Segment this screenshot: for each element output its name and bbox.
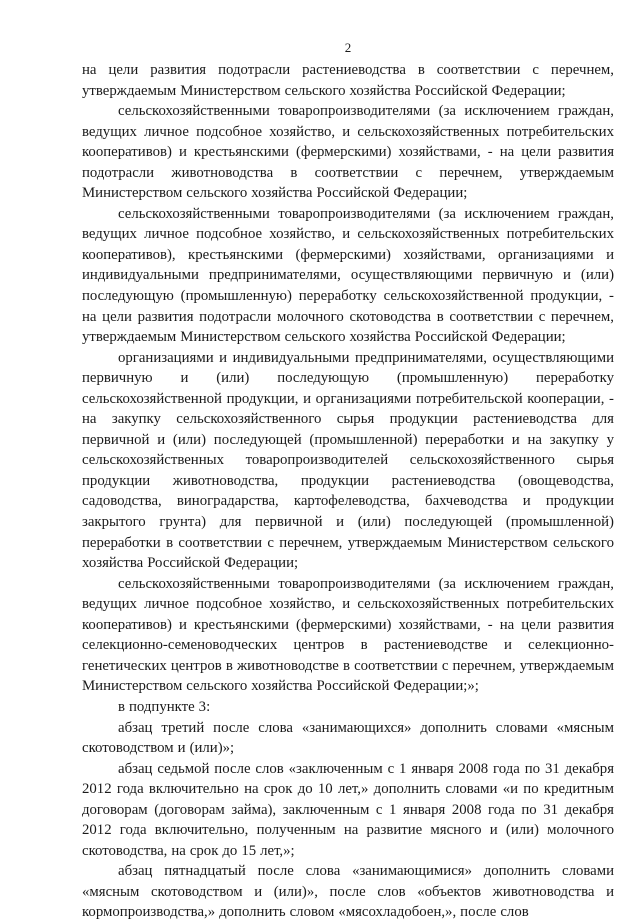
document-body — [82, 60, 614, 923]
paragraph: сельскохозяйственными товаропроизводителями (за исключением граждан, ведущих личное подсобное хозяйство, и сельскохозяйственных потребительских кооперативов) и крестьянскими (фермерскими) хозяйствами, - на цели развития селекционно-семеноводческих центров в растениеводстве и селекционно-генетических центров в животноводстве в соответствии с перечнем, утверждаемым Министерством сельского хозяйства Российской Федерации;»; — [82, 575, 614, 695]
paragraph: организациями и индивидуальными предпринимателями, осуществляющими первичную и (или) последующую (промышленную) переработку сельскохозяйственной продукции, и организациями потребительской кооперации, - на закупку сельскохозяйственного сырья продукции растениеводства для первичной и (или) последующей (промышленной) переработки и на закупку у сельскохозяйственных товаропроизводителей сельскохозяйственного сырья продукции животноводства, продукции растениеводства (овощеводства, садоводства, виноградарства, картофелеводства, бахчеводства и продукции закрытого грунта) для первичной и (или) последующей (промышленной) переработки в соответствии с перечнем, утверждаемым Министерством сельского хозяйства Российской Федерации; — [82, 349, 614, 572]
paragraph: абзац седьмой после слов «заключенным с 1 января 2008 года по 31 декабря 2012 года включительно на срок до 10 лет,» дополнить словами «и по кредитным договорам (договорам займа), заключенным с 1 января 2008 года по 31 декабря 2012 года включительно, полученным на развитие мясного и (или) молочного скотоводства, на срок до 15 лет,»; — [82, 760, 614, 859]
paragraph: сельскохозяйственными товаропроизводителями (за исключением граждан, ведущих личное подсобное хозяйство, и сельскохозяйственных потребительских кооперативов) и крестьянскими (фермерскими) хозяйствами, - на цели развития подотрасли животноводства в соответствии с перечнем, утверждаемым Министерством сельского хозяйства Российской Федерации; — [82, 103, 614, 202]
paragraph: на цели развития подотрасли растениеводства в соответствии с перечнем, утверждаемым Министерством сельского хозяйства Российской Федерации; — [82, 62, 614, 99]
paragraph: в подпункте 3: — [118, 698, 211, 715]
paragraph: абзац пятнадцатый после слова «занимающимися» дополнить словами «мясным скотоводством и (или)», после слов «объектов животноводства и кормопроизводства,» дополнить словом «мясохладобоен,», после слов — [82, 863, 614, 921]
paragraph: сельскохозяйственными товаропроизводителями (за исключением граждан, ведущих личное подсобное хозяйство, и сельскохозяйственных потребительских кооперативов), крестьянскими (фермерскими) хозяйствами, организациями и индивидуальными предпринимателями, осуществляющими первичную и (или) последующую (промышленную) переработку сельскохозяйственной продукции, - на цели развития подотрасли молочного скотоводства в соответствии с перечнем, утверждаемым Министерством сельского хозяйства Российской Федерации; — [82, 205, 614, 346]
paragraph: абзац третий после слова «занимающихся» дополнить словами «мясным скотоводством и (или)»; — [82, 719, 614, 757]
page-number: 2 — [344, 40, 352, 55]
